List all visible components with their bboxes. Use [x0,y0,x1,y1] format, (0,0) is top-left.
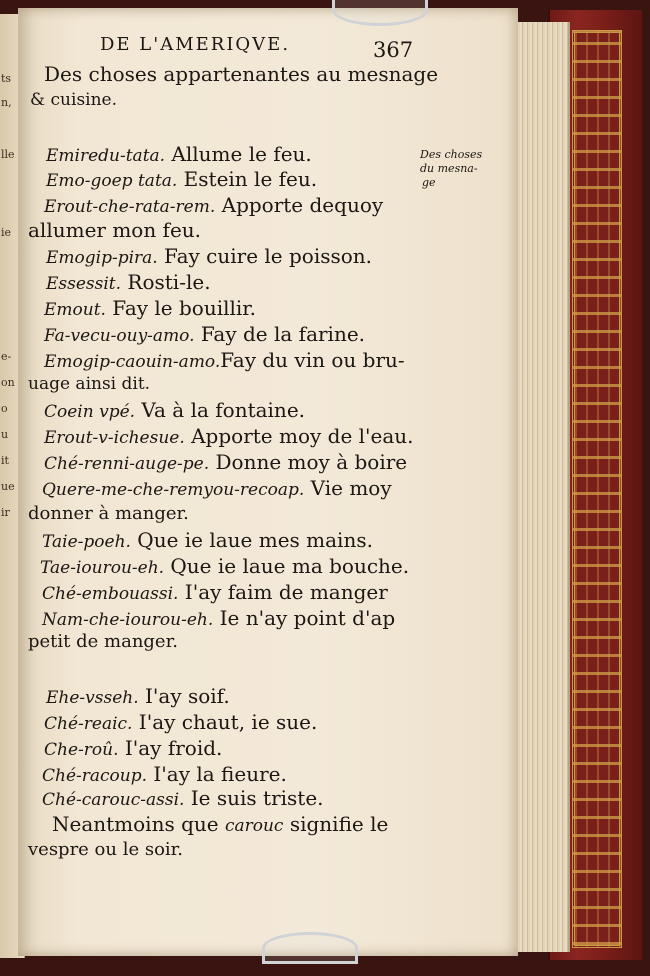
entry-term: Emogip-pira. [46,248,158,268]
fragment: it [1,454,9,467]
fragment: u [1,428,9,441]
entry-term: Erout-v-ichesue. [44,428,185,448]
fragment: o [1,402,8,415]
entry-line [28,502,189,526]
entry-line [42,762,287,788]
closing-text: Neantmoins que [52,812,225,836]
fragment: on [1,376,15,389]
fragment: ts [1,72,12,85]
closing-line-2: vespre ou le soir. [28,839,184,860]
entry-term: Coein vpé. [44,402,136,422]
entry-line [44,710,317,736]
entry-term: Ché-renni-auge-pe. [44,454,210,474]
entry-line [44,322,365,348]
entry-line [44,398,305,424]
margin-note-line-2: du mesna- [420,162,478,175]
fragment: ue [1,480,15,493]
entry-line [28,372,150,396]
entry-translation: Estein le feu. [177,167,318,191]
entry-translation: uage ainsi dit. [28,374,151,394]
entry-translation: Va à la fontaine. [135,398,306,422]
entry-term: Emogip-caouin-amo. [44,352,221,372]
entry-term: Ché-reaic. [44,714,133,734]
entry-translation: petit de manger. [28,631,178,652]
entry-term: Ché-embouassi. [42,584,179,604]
entry-line [28,630,178,654]
book-page [18,8,518,956]
entry-translation: I'ay la fieure. [147,762,287,786]
entry-translation: I'ay soif. [138,684,230,708]
entry-translation: Ie n'ay point d'ap [213,606,396,630]
entry-translation: Donne moy à boire [209,450,408,474]
entry-line [42,606,395,632]
entry-term: Emo-goep tata. [46,171,178,191]
entry-line [28,218,201,244]
entry-line [44,424,414,450]
entry-line [44,450,407,476]
entry-term: Essessit. [46,274,122,294]
entry-line [42,786,324,812]
entry-translation: Que ie laue ma bouche. [164,554,410,578]
entry-translation: Fay le bouillir. [105,296,257,320]
section-title-line-1: Des choses appartenantes au mesnage [44,62,439,86]
entry-line [46,270,211,296]
entry-line [44,296,256,322]
entry-line [40,554,409,580]
entry-translation: Fay cuire le poisson. [157,244,373,268]
section-title-line-2: & cuisine. [30,90,118,110]
entry-translation: allumer mon feu. [28,218,202,242]
running-title: DE L'AMERIQVE. [100,34,291,55]
fragment: ie [1,226,12,239]
entry-line [42,580,388,606]
entry-translation: Fay de la farine. [194,322,366,346]
entry-translation: Rosti-le. [121,270,211,294]
entry-line [42,528,373,554]
entry-term: Ehe-vsseh. [46,688,139,708]
page-clip-bottom [262,932,358,964]
entry-term: Fa-vecu-ouy-amo. [44,326,195,346]
entry-translation: Vie moy [304,476,392,500]
entry-line [42,476,392,502]
closing-line-1 [52,812,388,838]
entry-term: Nam-che-iourou-eh. [42,610,214,630]
page-number: 367 [373,38,414,62]
fragment: ir [1,506,10,519]
margin-note-line-3: ge [422,176,436,189]
entry-translation: I'ay faim de manger [178,580,388,604]
entry-line [44,348,405,374]
entry-translation: I'ay chaut, ie sue. [132,710,318,734]
entry-term: Tae-iourou-eh. [40,558,165,578]
entry-translation: Que ie laue mes mains. [130,528,373,552]
entry-translation: Ie suis triste. [184,786,324,810]
entry-term: Quere-me-che-remyou-recoap. [42,480,305,500]
page-fore-edge [510,22,570,952]
fragment: e- [1,350,12,363]
entry-translation: donner à manger. [28,503,189,524]
gilt-border-decoration [572,30,622,948]
closing-text: signifie le [283,812,389,836]
entry-term: Ché-racoup. [42,766,148,786]
entry-line [46,684,230,710]
closing-term: carouc [224,816,284,836]
entry-translation: Fay du vin ou bru- [220,348,405,372]
fragment: n, [1,96,12,109]
entry-line [46,167,317,193]
entry-term: Emiredu-tata. [46,146,166,166]
entry-term: Erout-che-rata-rem. [44,197,216,217]
entry-translation: I'ay froid. [118,736,223,760]
entry-translation: Apporte dequoy [215,193,384,217]
entry-term: Ché-carouc-assi. [42,790,185,810]
entry-translation: Apporte moy de l'eau. [184,424,414,448]
entry-term: Emout. [44,300,106,320]
entry-translation: Allume le feu. [165,142,312,166]
entry-line [44,736,222,762]
margin-note-line-1: Des choses [420,148,483,161]
entry-term: Che-roû. [44,740,119,760]
entry-term: Taie-poeh. [42,532,131,552]
entry-line [46,142,312,168]
entry-line [46,244,372,270]
fragment: lle [1,148,15,161]
entry-line [44,193,383,219]
